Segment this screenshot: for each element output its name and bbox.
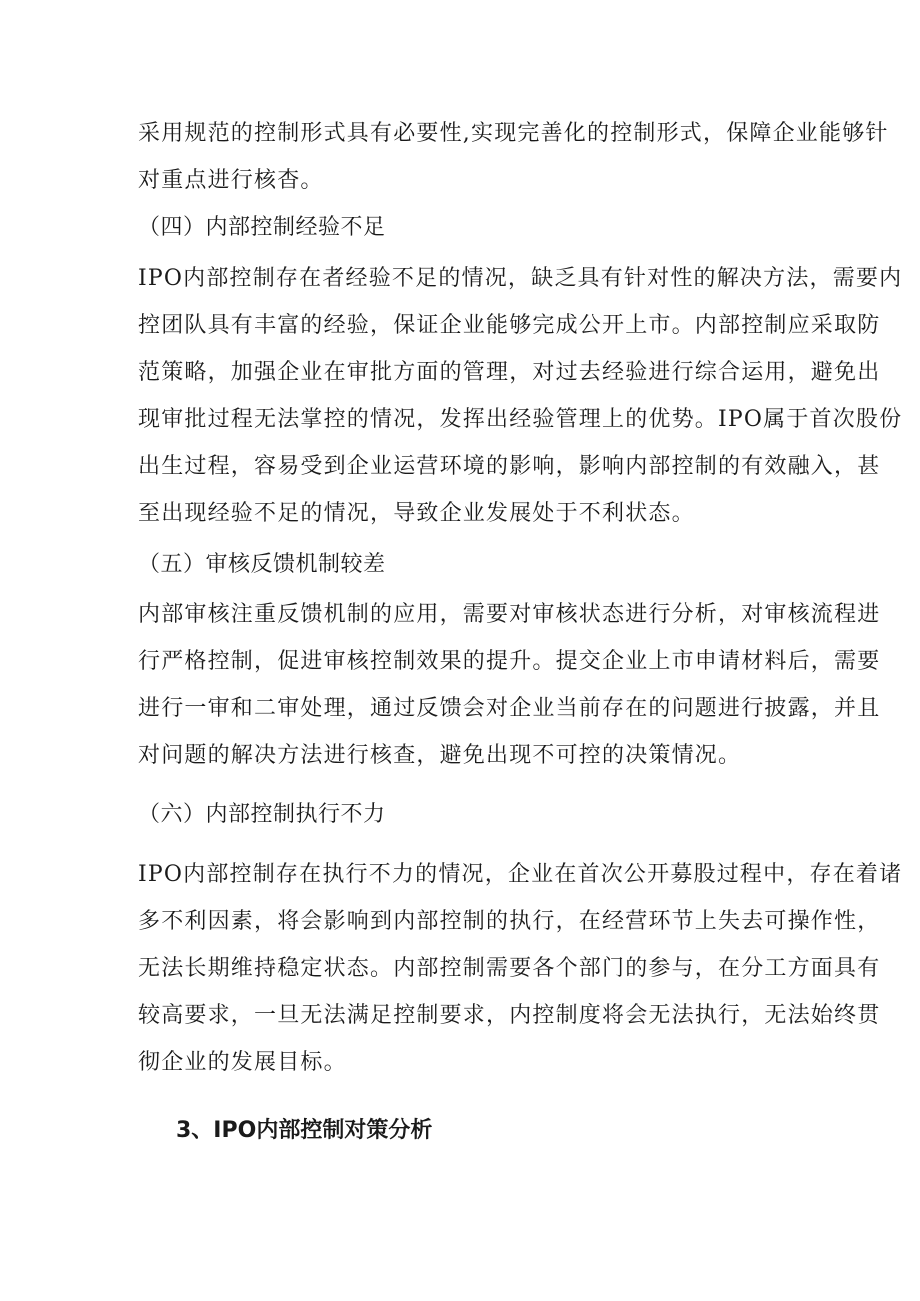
paragraph-line: 出生过程，容易受到企业运营环境的影响，影响内部控制的有效融入，甚 — [138, 454, 881, 479]
paragraph-line: 对问题的解决方法进行核查，避免出现不可控的决策情况。 — [138, 743, 742, 768]
section-title: 3、IPO内部控制对策分析 — [176, 1118, 433, 1143]
paragraph-line: IPO内部控制存在者经验不足的情况，缺乏具有针对性的解决方法，需要内 — [138, 266, 903, 291]
paragraph-line: 行严格控制，促进审核控制效果的提升。提交企业上市申请材料后，需要 — [138, 649, 881, 674]
paragraph-line: 范策略，加强企业在审批方面的管理，对过去经验进行综合运用，避免出 — [138, 360, 881, 385]
paragraph-line: 对重点进行核杳。 — [138, 168, 324, 193]
paragraph-line: 至出现经验不足的情况，导致企业发展处于不利状态。 — [138, 501, 695, 526]
paragraph-line: 彻企业的发展目标。 — [138, 1050, 347, 1075]
paragraph-line: 无法长期维持稳定状态。内部控制需要各个部门的参与，在分工方面具有 — [138, 956, 881, 981]
section-heading-5: （五）审核反馈机制较差 — [138, 552, 386, 577]
section-heading-4: （四）内部控制经验不足 — [138, 215, 386, 240]
paragraph-line: 控团队具有丰富的经验，保证企业能够完成公开上市。内部控制应采取防 — [138, 313, 881, 338]
paragraph-line: 多不利因素，将会影响到内部控制的执行，在经营环节上失去可操作性， — [138, 909, 881, 934]
paragraph-line: 进行一审和二审处理，通过反馈会对企业当前存在的问题进行披露，并且 — [138, 696, 881, 721]
paragraph-line: 较高要求，一旦无法满足控制要求，内控制度将会无法执行，无法始终贯 — [138, 1003, 881, 1028]
paragraph-line: 内部审核注重反馈机制的应用，需要对审核状态进行分析，对审核流程进 — [138, 602, 881, 627]
paragraph-line: IPO内部控制存在执行不力的情况，企业在首次公开募股过程中，存在着诸 — [138, 862, 903, 887]
paragraph-line: 采用规范的控制形式具有必要性,实现完善化的控制形式，保障企业能够针 — [138, 121, 889, 146]
section-heading-6: （六）内部控制执行不力 — [138, 802, 386, 827]
paragraph-line: 现审批过程无法掌控的情况，发挥出经验管理上的优势。IPO属于首次股份 — [138, 407, 903, 432]
